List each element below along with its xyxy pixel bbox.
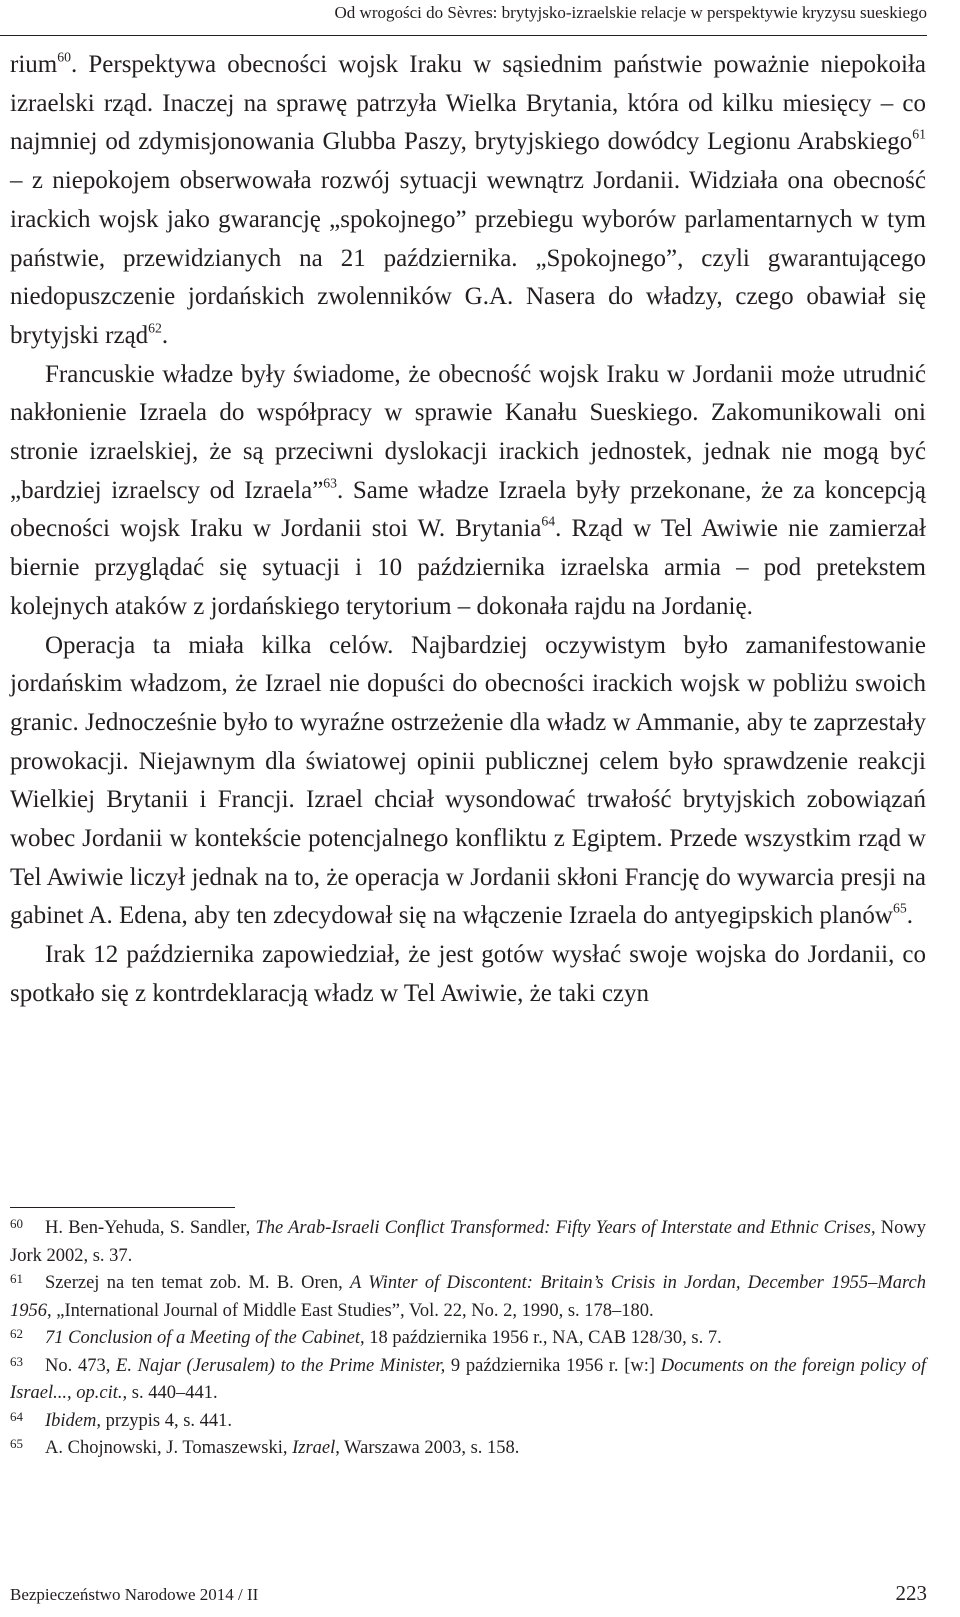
- footnote-64: 64 Ibidem, przypis 4, s. 441.: [10, 1408, 233, 1431]
- footnote-ref-60[interactable]: 60: [57, 49, 71, 65]
- text-run: rium: [10, 51, 58, 78]
- text-run: – z niepokojem obserwowała rozwój sytuacji wewnątrz Jordanii. Widziała ona obecność irackich wojsk jako gwarancję „spokojnego” przebiegu wyborów parlamentarnych w tym państwie, przewidzianych na 21 października. „Spokojnego”, czyli gwarantującego niedopuszczenie jordańskich zwolenników G.A. Nasera do władzy, czego obawiał się brytyjski rząd: [10, 167, 926, 349]
- text-run: , 18 października 1956 r., NA, CAB 128/30, s. 7.: [359, 1328, 722, 1348]
- footnotes: [10, 1215, 926, 1463]
- text-run: Irak 12 października zapowiedział, że jest gotów wysłać swoje wojska do Jordanii, co spotkało się z kontrdeklaracją władz w Tel Awiwie, że taki czyn: [10, 941, 926, 1007]
- italic-title: The Arab-Israeli Conflict Transformed: Fifty Years of Interstate and Ethnic Crises: [255, 1218, 871, 1238]
- text-run: , „International Journal of Middle East Studies”, Vol. 22, No. 2, 1990, s. 178–180.: [47, 1300, 654, 1321]
- footnote-61: 61 Szerzej na ten temat zob. M. B. Oren, A Winter of Discontent: Britain’s Crisis in Jordan, December 1955–March 1956, „International Journal of Middle East Studies”, Vol. 22, No. 2, 1990, s. 178–180.: [10, 1271, 927, 1321]
- text-run: , s. 440–441.: [122, 1383, 218, 1403]
- footnote-ref-65[interactable]: 65: [892, 901, 907, 917]
- footnote-separator: [10, 1207, 235, 1208]
- text-run: . Perspektywa obecności wojsk Iraku w sąsiednim państwie poważnie niepokoiła izraelski rząd. Inaczej na sprawę patrzyła Wielka Brytania, która od kilku miesięcy – co najmniej od zdymisjonowania Glubba Paszy, brytyjskiego dowódcy Legionu Arabskiego: [10, 51, 926, 156]
- footnote-ref-62[interactable]: 62: [148, 320, 162, 336]
- text-run: , Warszawa 2003, s. 158.: [335, 1438, 520, 1458]
- main-text: [10, 46, 926, 1014]
- journal-title: Bezpieczeństwo Narodowe 2014 / II: [10, 1585, 259, 1604]
- italic-title: Documents on the foreign policy of Israel..., op.cit.: [10, 1355, 926, 1403]
- text-run: . Rząd w Tel Awiwie nie zamierzał biernie przyglądać się sytuacji i 10 października izraelska armia – pod pretekstem kolejnych ataków z jordańskiego terytorium – dokonała rajdu na Jordanię.: [10, 515, 927, 620]
- text-run: .: [906, 902, 913, 930]
- text-run: Operacja ta miała kilka celów. Najbardziej oczywistym było zamanifestowanie jordańskim władzom, że Izrael nie dopuści do obecności irackich wojsk w pobliżu swoich granic. Jednocześnie było to wyraźne ostrzeżenie dla władz w Ammanie, aby te zaprzestały prowokacji. Niejawnym dla światowej opinii publicznej celem było sprawdzenie reakcji Wielkiej Brytanii i Francji. Izrael chciał wysondować trwałość brytyjskich zobowiązań wobec Jordanii w kontekście potencjalnego konfliktu z Egiptem. Przede wszystkim rząd w Tel Awiwie liczył jednak na to, że operacja w Jordanii skłoni Francję do wywarcia presji na gabinet A. Edena, aby ten zdecydował się na włączenie Izraela do antyegipskich planów: [10, 631, 926, 930]
- footnote-65: 65 A. Chojnowski, J. Tomaszewski, Izrael, Warszawa 2003, s. 158.: [10, 1436, 520, 1458]
- paragraph-2: [10, 356, 926, 627]
- footnote-62: 62 71 Conclusion of a Meeting of the Cabinet, 18 października 1956 r., NA, CAB 128/30, s. 7.: [10, 1326, 722, 1348]
- text-run: H. Ben-Yehuda, S. Sandler,: [45, 1218, 256, 1238]
- text-run: .: [161, 321, 169, 349]
- italic-title: Izrael: [292, 1438, 336, 1458]
- italic-title: A Winter of Discontent: Britain’s Crisis in Jordan, December 1955–March 1956: [10, 1273, 927, 1321]
- running-header: [0, 0, 927, 36]
- text-run: 9 października 1956 r. [w:]: [445, 1355, 661, 1376]
- text-run: , Nowy Jork 2002, s. 37.: [10, 1218, 927, 1266]
- text-run: No. 473,: [45, 1355, 117, 1376]
- paragraph-4: [10, 936, 926, 1013]
- footnote-60: 60 H. Ben-Yehuda, S. Sandler, The Arab-Israeli Conflict Transformed: Fifty Years of Interstate and Ethnic Crises, Nowy Jork 2002, s. 37.: [10, 1216, 927, 1266]
- footnote-ref-61[interactable]: 61: [912, 127, 926, 143]
- text-run: . Same władze Izraela były przekonane, że za koncepcją obecności wojsk Iraku w Jordanii stoi W. Brytania: [10, 476, 926, 543]
- text-run: , przypis 4, s. 441.: [96, 1410, 233, 1431]
- text-run: A. Chojnowski, J. Tomaszewski,: [45, 1438, 293, 1458]
- paragraph-1: [10, 46, 926, 356]
- footnote-ref-63[interactable]: 63: [323, 475, 338, 491]
- italic-title: Ibidem: [45, 1410, 97, 1431]
- italic-title: E. Najar (Jerusalem) to the Prime Minister,: [116, 1355, 446, 1376]
- page-number: 223: [895, 1581, 927, 1605]
- footnote-ref-64[interactable]: 64: [541, 514, 556, 530]
- text-run: Francuskie władze były świadome, że obecność wojsk Iraku w Jordanii może utrudnić nakłonienie Izraela do współpracy w sprawie Kanału Sueskiego. Zakomunikowali oni stronie izraelskiej, że są przeciwni dyslokacji irackich jednostek, jednak nie mogą być „bardziej izraelscy od Izraela”: [10, 360, 926, 504]
- italic-title: 71 Conclusion of a Meeting of the Cabinet: [45, 1328, 360, 1348]
- paragraph-3: [10, 627, 926, 937]
- footnote-63: 63 No. 473, E. Najar (Jerusalem) to the Prime Minister, 9 października 1956 r. [w:] Documents on the foreign policy of Israel..., op.cit., s. 440–441.: [10, 1353, 926, 1403]
- text-run: Szerzej na ten temat zob. M. B. Oren,: [45, 1273, 351, 1293]
- running-title: Od wrogości do Sèvres: brytyjsko-izraelskie relacje w perspektywie kryzysu sueskiego: [334, 3, 927, 22]
